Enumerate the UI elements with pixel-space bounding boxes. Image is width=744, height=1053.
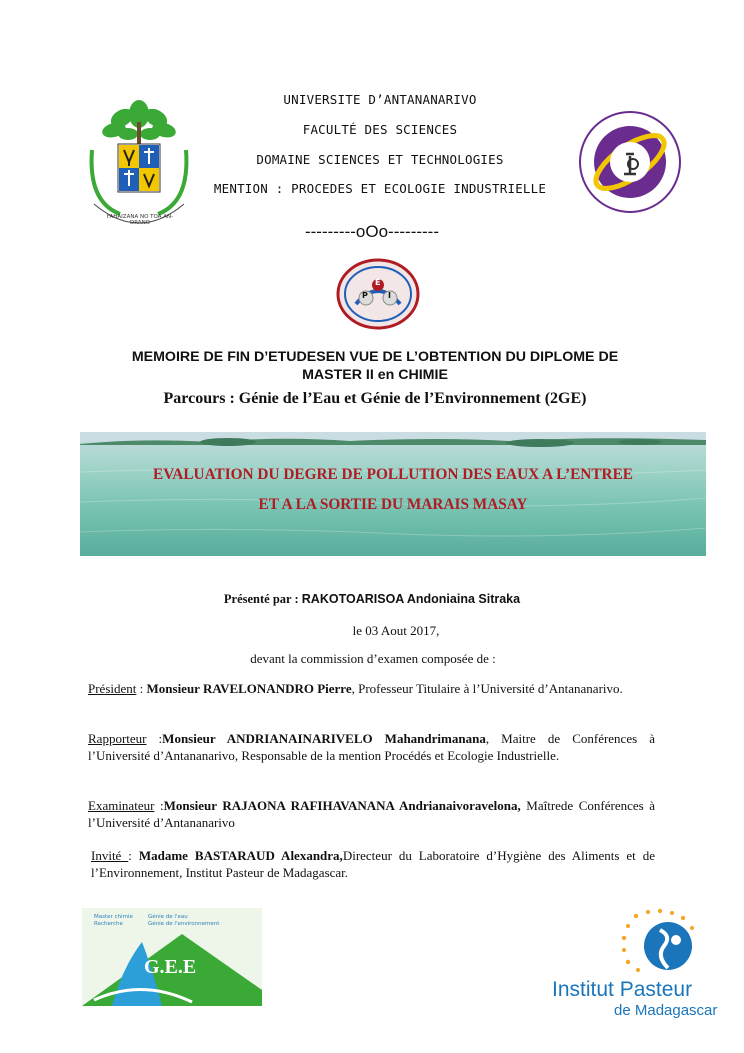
master-logo-line2: Recherche — [94, 921, 123, 927]
jury-member-desc: Maîtrede Conférences à l’Université d’Antananarivo — [88, 798, 655, 830]
master-logo-mark: G.E.E — [144, 956, 197, 978]
thesis-title-banner — [80, 432, 706, 556]
jury-role-label: Rapporteur — [88, 731, 147, 746]
master-logo-line1: Master chimie — [94, 914, 133, 920]
pasteur-name-line1: Institut Pasteur — [552, 978, 693, 1001]
parcours: Parcours : Génie de l’Eau et Génie de l’Environnement (2GE) — [163, 390, 587, 407]
university-name: UNIVERSITE D’ANTANANARIVO — [283, 92, 477, 107]
jury-member-name: Monsieur RAVELONANDRO Pierre — [146, 681, 352, 696]
memoire-title-line2: MASTER II en CHIMIE — [302, 367, 448, 383]
pei-letter-i: I — [388, 291, 391, 300]
jury-examinateur — [88, 797, 655, 831]
commission-intro: devant la commission d’examen composée de : — [250, 651, 496, 666]
pei-emblem-icon — [336, 258, 420, 330]
author-name: RAKOTOARISOA Andoniaina Sitraka — [301, 592, 521, 606]
water-landscape-image — [80, 432, 706, 556]
presented-by — [0, 592, 744, 607]
jury-member-name: Monsieur ANDRIANAINARIVELO Mahandrimanana — [162, 731, 486, 746]
pasteur-emblem-icon — [552, 906, 722, 976]
master-gee-logo — [82, 908, 262, 1006]
jury-role-label: Invité — [91, 848, 129, 863]
jury-member-desc: , Maitre de Conférences à l’Université d’Antananarivo, Responsable de la mention Procédés et Ecologie Industrielle. — [88, 731, 655, 763]
separator: ---------oOo--------- — [304, 222, 440, 241]
pei-letter-p: P — [362, 291, 368, 300]
university-seal-logo — [80, 92, 198, 232]
university-seal-icon — [80, 92, 198, 232]
jury-member-name: Madame BASTARAUD Alexandra, — [138, 848, 343, 863]
thesis-title-line2: ET A LA SORTIE DU MARAIS MASAY — [258, 496, 528, 513]
jury-role-label: Président — [88, 681, 137, 696]
jury-role-label: Examinateur — [88, 798, 155, 813]
domain-name: DOMAINE SCIENCES ET TECHNOLOGIES — [256, 152, 504, 167]
memoire-title-line1: MEMOIRE DE FIN D’ETUDESEN VUE DE L’OBTENTION DU DIPLOME DE — [131, 349, 619, 365]
institut-pasteur-logo — [552, 906, 722, 1022]
jury-invite — [91, 847, 655, 881]
pei-logo — [336, 258, 420, 330]
university-seal-motto: FAHAIZANA NO TOA AN-DRANO — [106, 214, 174, 226]
master-logo-line4: Génie de l'environnement — [148, 921, 220, 927]
jury-role-sep: : — [136, 681, 147, 696]
mention-name: MENTION : PROCEDES ET ECOLOGIE INDUSTRIELLE — [213, 181, 547, 196]
jury-role-sep: : — [128, 848, 139, 863]
jury-member-desc: , Professeur Titulaire à l’Université d’Antananarivo. — [351, 681, 623, 696]
jury-role-sep: : — [146, 731, 163, 746]
faculty-name: FACULTÉ DES SCIENCES — [302, 122, 458, 137]
master-logo-line3: Génie de l'eau — [148, 914, 188, 920]
jury-member-desc: Directeur du Laboratoire d’Hygiène des Aliments et de l’Environnement, Institut Pasteur de Madagascar. — [91, 848, 655, 880]
memoire-title — [80, 348, 670, 384]
thesis-title-line1: EVALUATION DU DEGRE DE POLLUTION DES EAUX A L’ENTREE — [153, 466, 633, 483]
presented-by-label: Présenté par : — [223, 592, 302, 606]
jury-rapporteur — [88, 730, 655, 764]
jury-member-name: Monsieur RAJAONA RAFIHAVANANA Andrianaivoravelona, — [163, 798, 521, 813]
jury-president — [88, 680, 655, 697]
jury-role-sep: : — [154, 798, 164, 813]
pei-letter-e: E — [375, 278, 381, 287]
faculty-logo — [574, 106, 686, 218]
defense-date: le 03 Aout 2017, — [352, 623, 440, 638]
pasteur-name-line2: de Madagascar — [614, 1002, 718, 1019]
faculty-ring-icon — [574, 106, 686, 218]
